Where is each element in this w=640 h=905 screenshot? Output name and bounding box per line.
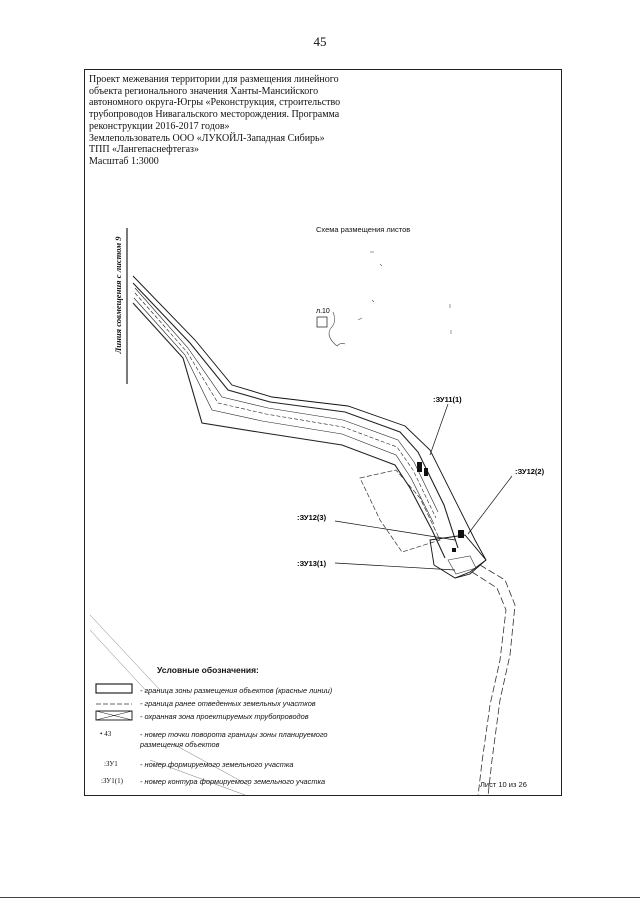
legend-item-5-text: - номер формируемого земельного участка: [140, 760, 294, 769]
legend-item-6-key: :ЗУ1(1): [101, 777, 123, 785]
callout-zu13-1: :ЗУ13(1): [297, 559, 327, 568]
pad-outline: [430, 535, 486, 578]
legend-symbol-protection-zone: [96, 711, 132, 720]
pad-inner: [448, 556, 476, 574]
legend-item-4-text: - номер точки поворота границы зоны планируемого размещения объектов: [140, 730, 328, 749]
legend-item-4-key: • 43: [100, 730, 112, 738]
page-number: 45: [313, 34, 327, 49]
callout-zu12-2: :ЗУ12(2): [515, 467, 545, 476]
scheme-title: Схема размещения листов: [316, 225, 411, 234]
scheme-river: [329, 312, 345, 346]
pipeline-corridor: [133, 283, 458, 558]
allotted-plot: [360, 470, 440, 552]
sheet-marker-label: л.10: [316, 308, 330, 315]
legend-item-5-key: :ЗУ1: [104, 760, 118, 768]
legend-title: Условные обозначения:: [157, 665, 259, 675]
road-south: [472, 565, 515, 796]
project-title: Проект межевания территории для размещения линейного объекта регионального значения Ханты-Мансийского автономного округа-Югры «Реконструкция, строительство трубопроводов Нивагальского месторождения. Программа реконструкции 2016-2017 годов»: [89, 74, 341, 132]
sheet-marker-box: [317, 317, 327, 327]
sheet-info: Лист 10 из 26: [480, 780, 527, 789]
legend-item-6-text: - номер контура формируемого земельного участка: [140, 777, 326, 786]
scheme-dots: [358, 252, 451, 334]
legend-item-3-text: - охранная зона проектируемых трубопроводов: [140, 712, 309, 721]
land-user: Землепользователь ООО «ЛУКОЙЛ-Западная Сибирь»: [89, 132, 325, 144]
tpp-name: ТПП «Лангепаснефтегаз»: [89, 144, 199, 156]
callout-zu12-3: :ЗУ12(3): [297, 513, 327, 522]
bottom-rule: [0, 897, 640, 898]
callout-zu11-1: :ЗУ11(1): [433, 395, 462, 404]
scale-label: Масштаб 1:3000: [89, 155, 159, 167]
legend-item-1-text: - граница зоны размещения объектов (красные линии): [140, 686, 333, 695]
match-line-text: Линия совмещения с листом 9: [113, 236, 123, 354]
legend-symbol-red-lines: [96, 684, 132, 693]
legend-item-2-text: - граница ранее отведенных земельных участков: [140, 699, 316, 708]
